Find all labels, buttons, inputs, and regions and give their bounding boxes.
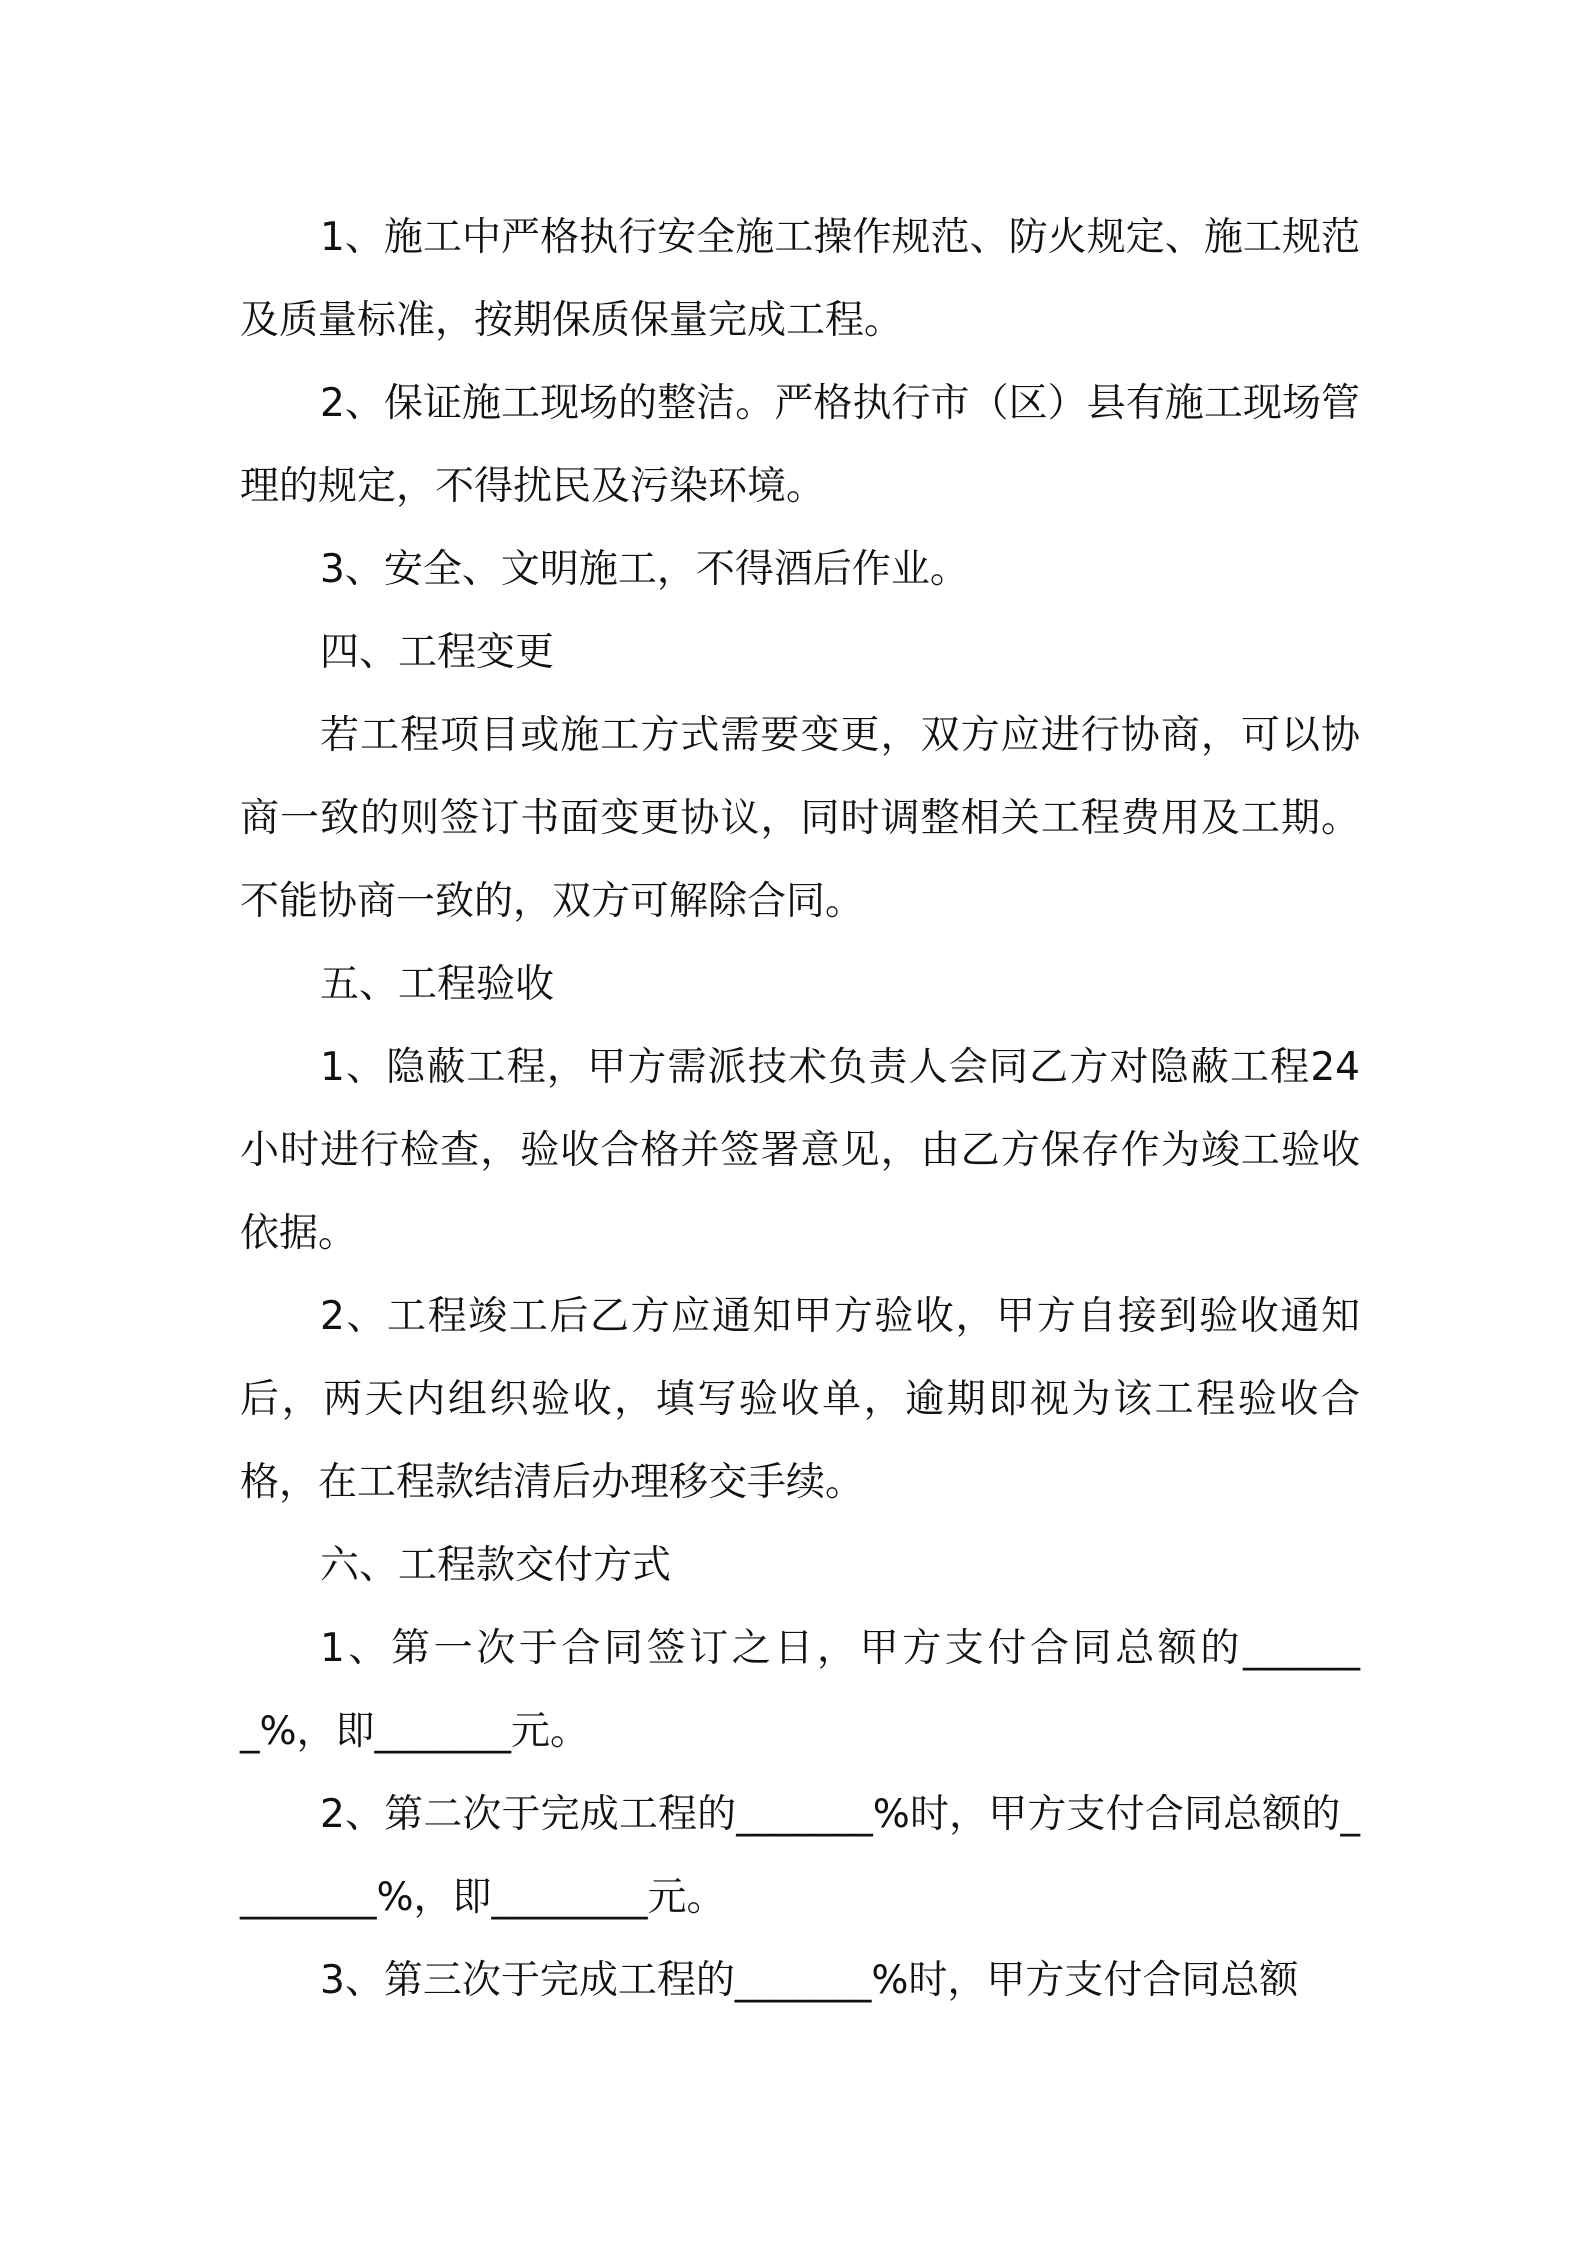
clause-3-civilized-construction: 3、安全、文明施工，不得酒后作业。	[320, 547, 969, 592]
payment-clause-2: 2、第二次于完成工程的_______%时，甲方支付合同总额的________%，即________元。	[240, 1792, 1360, 1920]
project-change-paragraph: 若工程项目或施工方式需要变更，双方应进行协商，可以协商一致的则签订书面变更协议，同时调整相关工程费用及工期。不能协商一致的，双方可解除合同。	[240, 713, 1360, 924]
acceptance-clause-2-completion: 2、工程竣工后乙方应通知甲方验收，甲方自接到验收通知后，两天内组织验收，填写验收单，逾期即视为该工程验收合格，在工程款结清后办理移交手续。	[240, 1294, 1360, 1505]
document-page	[240, 196, 1360, 2022]
section-heading-payment: 六、工程款交付方式	[320, 1543, 672, 1588]
section-heading-project-change: 四、工程变更	[320, 630, 555, 675]
payment-clause-3: 3、第三次于完成工程的_______%时，甲方支付合同总额	[320, 1958, 1299, 2003]
payment-clause-1: 1、第一次于合同签订之日，甲方支付合同总额的_______%，即_______元。	[240, 1626, 1360, 1754]
clause-1-safety-standards: 1、施工中严格执行安全施工操作规范、防火规定、施工规范及质量标准，按期保质保量完成工程。	[240, 215, 1360, 343]
clause-2-site-cleanliness: 2、保证施工现场的整洁。严格执行市（区）县有施工现场管理的规定，不得扰民及污染环境。	[240, 381, 1360, 509]
section-heading-acceptance: 五、工程验收	[320, 962, 555, 1007]
acceptance-clause-1-concealed-works: 1、隐蔽工程，甲方需派技术负责人会同乙方对隐蔽工程24小时进行检查，验收合格并签署意见，由乙方保存作为竣工验收依据。	[240, 1045, 1360, 1256]
